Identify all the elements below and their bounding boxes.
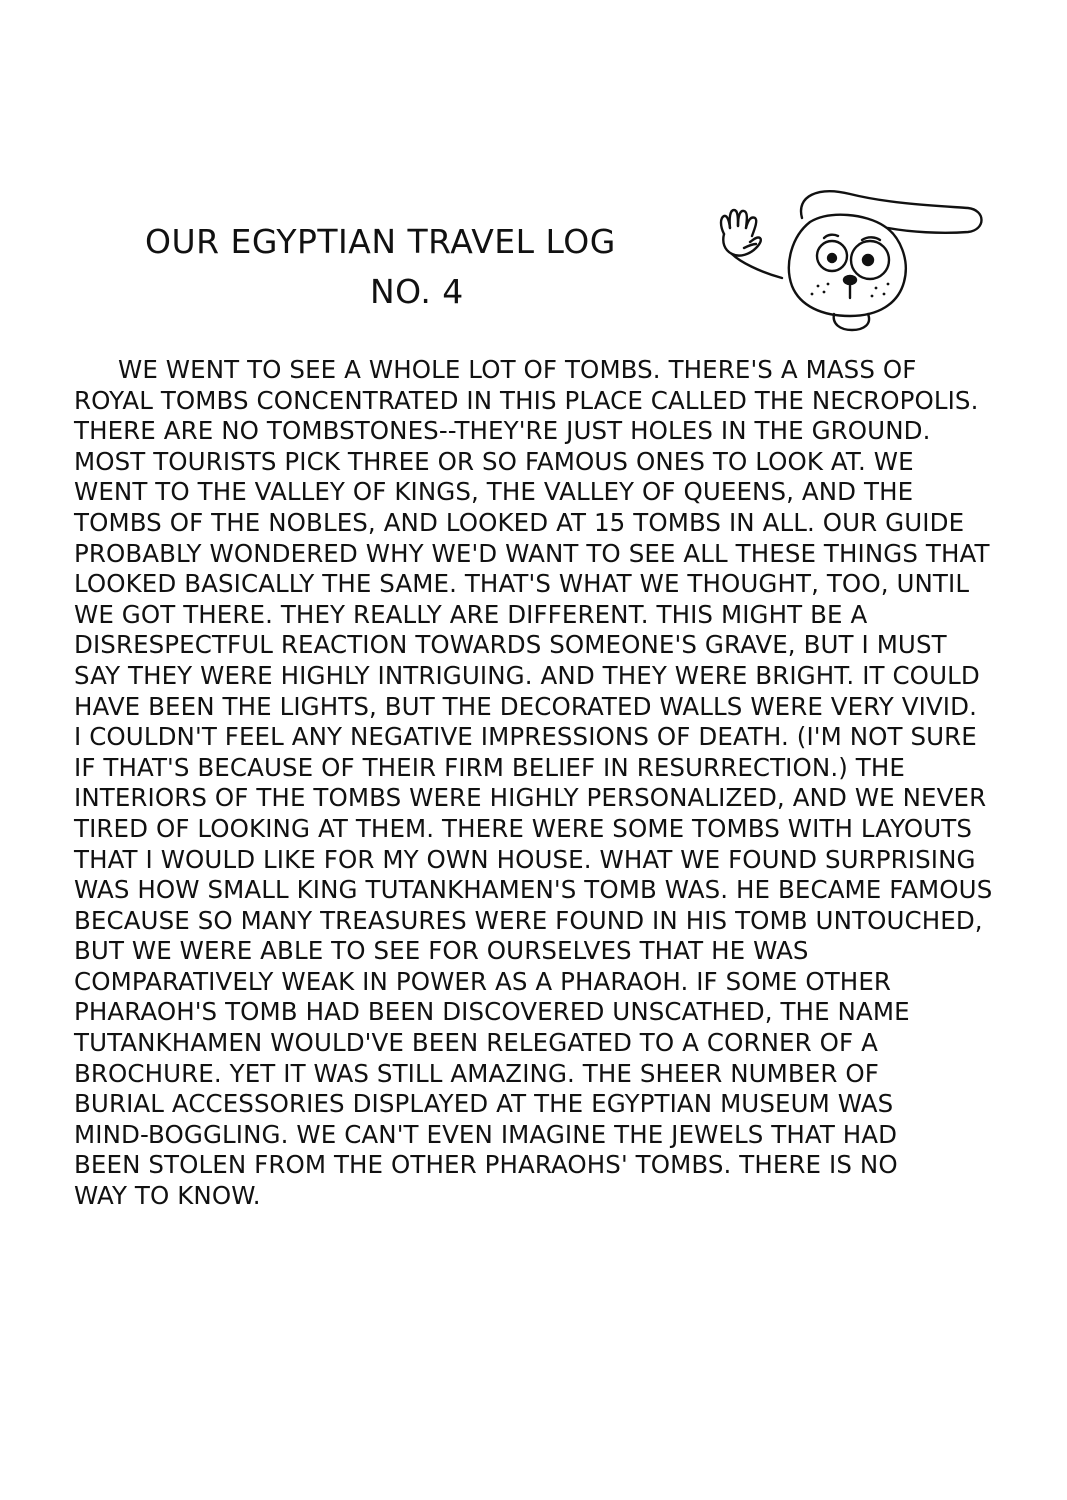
title-block — [145, 222, 705, 312]
body-text-line: LOOKED BASICALLY THE SAME. THAT'S WHAT WE THOUGHT, TOO, UNTIL — [74, 569, 970, 599]
body-text-line: SAY THEY WERE HIGHLY INTRIGUING. AND THEY WERE BRIGHT. IT COULD — [74, 660, 980, 690]
body-text-line: MIND-BOGGLING. WE CAN'T EVEN IMAGINE THE JEWELS THAT HAD — [74, 1119, 898, 1149]
dog-pupil-right — [863, 255, 873, 265]
body-text-line: BUT WE WERE ABLE TO SEE FOR OURSELVES THAT HE WAS — [74, 936, 809, 966]
freckle — [817, 285, 820, 288]
dog-ear — [801, 191, 981, 233]
body-text-line: THERE ARE NO TOMBSTONES--THEY'RE JUST HOLES IN THE GROUND. — [74, 416, 931, 446]
body-text-line: WE GOT THERE. THEY REALLY ARE DIFFERENT. THIS MIGHT BE A — [74, 599, 868, 629]
freckle — [887, 283, 890, 286]
body-text-line: INTERIORS OF THE TOMBS WERE HIGHLY PERSONALIZED, AND WE NEVER — [74, 783, 987, 813]
travel-log-body — [74, 355, 1034, 1212]
waving-dog-icon — [700, 182, 990, 342]
body-text-line: TOMBS OF THE NOBLES, AND LOOKED AT 15 TOMBS IN ALL. OUR GUIDE — [74, 507, 965, 537]
body-text-line: HAVE BEEN THE LIGHTS, BUT THE DECORATED WALLS WERE VERY VIVID. — [74, 691, 977, 721]
body-text-line: BEEN STOLEN FROM THE OTHER PHARAOHS' TOMBS. THERE IS NO — [74, 1150, 898, 1180]
body-text-line: PROBABLY WONDERED WHY WE'D WANT TO SEE ALL THESE THINGS THAT — [74, 538, 990, 568]
dog-brow-left — [824, 235, 838, 238]
freckle — [875, 287, 878, 290]
body-text-line: DISRESPECTFUL REACTION TOWARDS SOMEONE'S GRAVE, BUT I MUST — [74, 630, 947, 660]
body-text-line: MOST TOURISTS PICK THREE OR SO FAMOUS ONES TO LOOK AT. WE — [74, 446, 914, 476]
freckle — [827, 283, 830, 286]
body-text-line: TUTANKHAMEN WOULD'VE BEEN RELEGATED TO A CORNER OF A — [74, 1028, 878, 1058]
page-title: OUR EGYPTIAN TRAVEL LOG — [145, 222, 616, 261]
arm — [732, 254, 782, 278]
body-text-line: ROYAL TOMBS CONCENTRATED IN THIS PLACE CALLED THE NECROPOLIS. — [74, 385, 979, 415]
body-text-line: COMPARATIVELY WEAK IN POWER AS A PHARAOH. IF SOME OTHER — [74, 966, 892, 996]
body-text-line: BURIAL ACCESSORIES DISPLAYED AT THE EGYPTIAN MUSEUM WAS — [74, 1089, 894, 1119]
freckle — [811, 293, 814, 296]
page-subtitle-number: NO. 4 — [370, 272, 464, 311]
body-text-line: WAY TO KNOW. — [74, 1181, 261, 1211]
body-text-line: TIRED OF LOOKING AT THEM. THERE WERE SOME TOMBS WITH LAYOUTS — [74, 813, 973, 843]
body-text-line: BECAUSE SO MANY TREASURES WERE FOUND IN HIS TOMB UNTOUCHED, — [74, 905, 983, 935]
dog-nose — [844, 276, 856, 284]
hand-crease — [744, 244, 756, 248]
dog-pupil-left — [828, 254, 836, 262]
body-text-line: THAT I WOULD LIKE FOR MY OWN HOUSE. WHAT WE FOUND SURPRISING — [74, 844, 976, 874]
body-text-line: BROCHURE. YET IT WAS STILL AMAZING. THE SHEER NUMBER OF — [74, 1058, 879, 1088]
freckle — [883, 293, 886, 296]
body-text-line: WAS HOW SMALL KING TUTANKHAMEN'S TOMB WAS. HE BECAME FAMOUS — [74, 875, 993, 905]
body-text-line: WE WENT TO SEE A WHOLE LOT OF TOMBS. THERE'S A MASS OF — [118, 355, 917, 384]
body-text-line: PHARAOH'S TOMB HAD BEEN DISCOVERED UNSCATHED, THE NAME — [74, 997, 910, 1027]
hand-finger-2 — [730, 210, 738, 228]
body-text-line: I COULDN'T FEEL ANY NEGATIVE IMPRESSIONS OF DEATH. (I'M NOT SURE — [74, 722, 977, 752]
body-text-line: WENT TO THE VALLEY OF KINGS, THE VALLEY OF QUEENS, AND THE — [74, 477, 914, 507]
freckle — [871, 295, 874, 298]
body-text-line: IF THAT'S BECAUSE OF THEIR FIRM BELIEF IN RESURRECTION.) THE — [74, 752, 905, 782]
freckle — [823, 291, 826, 294]
dog-brow-right — [862, 237, 880, 240]
